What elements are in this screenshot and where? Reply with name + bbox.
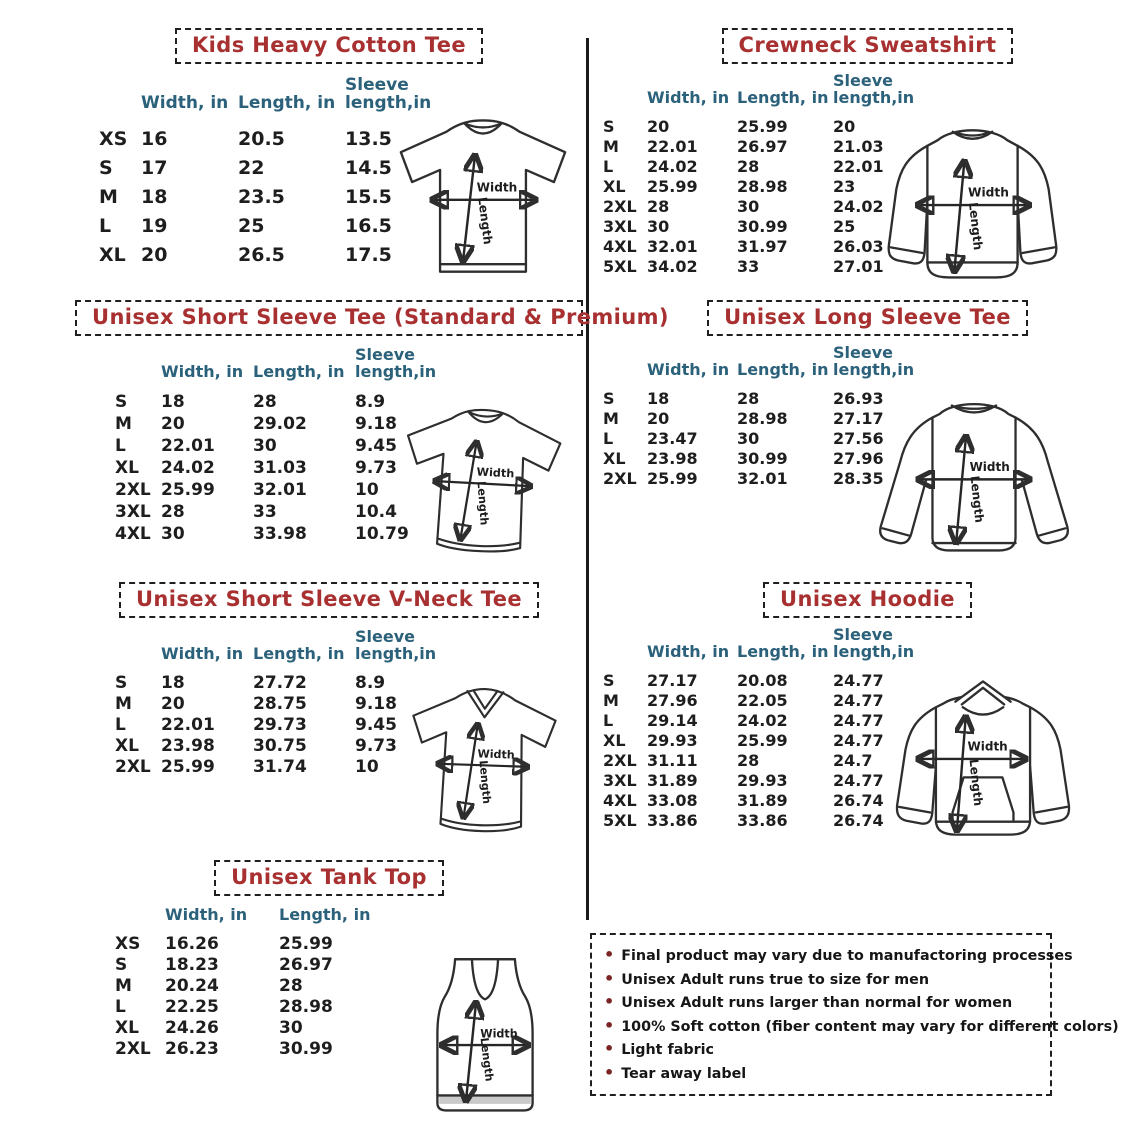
size-label: 3XL [603, 217, 637, 237]
size-value: 26.74 [833, 791, 884, 811]
size-row [115, 954, 387, 975]
size-value: 10 [355, 479, 379, 500]
size-value: 23 [833, 177, 856, 197]
column-header: Length, in [238, 93, 336, 114]
size-value: 20.24 [165, 975, 219, 996]
size-label: L [603, 157, 614, 177]
tank-top-illustration [419, 948, 551, 1130]
size-label: 2XL [115, 479, 151, 500]
section-crewneck-sweatshirt [595, 28, 1140, 296]
size-label: S [603, 117, 615, 137]
size-label: L [115, 435, 126, 456]
size-value: 32.01 [253, 479, 307, 500]
size-value: 9.73 [355, 457, 397, 478]
column-header: Width, in [165, 905, 248, 924]
size-column-header [115, 628, 161, 673]
size-label: XL [603, 449, 626, 469]
size-label: 2XL [603, 751, 637, 771]
size-value: 18.23 [165, 954, 219, 975]
size-value: 8.9 [355, 391, 386, 412]
size-value: 18 [161, 673, 185, 694]
length-label: Length [476, 759, 494, 805]
hoodie-illustration [858, 674, 1108, 854]
size-value: 30 [737, 429, 760, 449]
column-header: Width, in [647, 360, 730, 380]
size-label: 3XL [115, 501, 151, 522]
size-value: 22.01 [833, 157, 884, 177]
width-label: Width [480, 1027, 518, 1041]
size-column-header [603, 72, 647, 117]
size-value: 26.5 [238, 244, 285, 267]
size-value: 10.79 [355, 523, 409, 544]
width-label: Width [968, 185, 1009, 200]
width-label: Width [969, 460, 1010, 475]
column-header: Width, in [647, 642, 730, 662]
section-unisex-short-sleeve-tee [75, 300, 669, 578]
tank-hem-band [439, 1096, 530, 1103]
size-column-header [603, 344, 647, 389]
size-value: 23.47 [647, 429, 698, 449]
section-title-ss-tee: Unisex Short Sleeve Tee (Standard & Premium) [75, 300, 583, 336]
length-label: Length [967, 475, 987, 524]
size-value: 29.93 [647, 731, 698, 751]
size-label: XS [115, 933, 141, 954]
size-value: 18 [141, 186, 168, 209]
size-row [115, 673, 439, 694]
size-value: 33.08 [647, 791, 698, 811]
note-item: • 100% Soft cotton (fiber content may vary for different colors) [604, 1015, 1042, 1039]
length-label: Length [966, 201, 986, 251]
size-label: S [99, 157, 113, 180]
length-label: Length [477, 1036, 496, 1083]
size-value: 29.02 [253, 413, 307, 434]
length-label: Length [966, 758, 986, 807]
size-value: 33 [253, 501, 277, 522]
size-value: 23.98 [647, 449, 698, 469]
size-value: 24.77 [833, 711, 884, 731]
size-value: 16.5 [345, 215, 392, 238]
size-label: M [99, 186, 118, 209]
header-row [603, 344, 915, 389]
header-row [603, 626, 915, 671]
size-value: 25 [833, 217, 856, 237]
column-header: Sleeve length,in [833, 625, 915, 662]
size-row [115, 413, 439, 435]
section-title-hoodie: Unisex Hoodie [763, 582, 972, 618]
notes-box [590, 933, 1119, 1096]
size-row [115, 975, 387, 996]
size-value: 30 [161, 523, 185, 544]
column-header: Width, in [161, 362, 244, 382]
size-value: 25.99 [161, 479, 215, 500]
size-value: 27.96 [833, 449, 884, 469]
size-value: 30.75 [253, 736, 307, 757]
size-value: 28.98 [737, 177, 788, 197]
size-row [99, 241, 431, 270]
size-value: 9.73 [355, 736, 397, 757]
ss-tee-illustration [387, 391, 578, 570]
section-unisex-tank-top [75, 860, 583, 1136]
size-value: 31.89 [737, 791, 788, 811]
size-value: 20 [647, 409, 670, 429]
size-value: 24.02 [737, 711, 788, 731]
section-unisex-hoodie [595, 582, 1140, 858]
size-row [99, 154, 431, 183]
size-value: 25.99 [161, 757, 215, 778]
size-value: 24.26 [165, 1017, 219, 1038]
size-label: 2XL [115, 1038, 151, 1059]
note-item: • Unisex Adult runs true to size for men [604, 968, 1042, 992]
size-label: S [115, 391, 128, 412]
size-value: 26.97 [737, 137, 788, 157]
size-label: M [603, 409, 619, 429]
size-value: 9.18 [355, 694, 397, 715]
hoodie-right-sleeve [1030, 707, 1069, 823]
note-item: • Tear away label [604, 1062, 1042, 1086]
tank-top-size-table [115, 906, 387, 1059]
size-column-header [115, 346, 161, 391]
size-value: 28 [279, 975, 303, 996]
width-label: Width [477, 747, 515, 762]
size-label: XL [115, 1017, 139, 1038]
column-header: Length, in [737, 642, 829, 662]
size-value: 9.45 [355, 435, 397, 456]
size-value: 28 [161, 501, 185, 522]
size-value: 29.14 [647, 711, 698, 731]
size-row [115, 1038, 387, 1059]
note-item: • Final product may vary due to manufactoring processes [604, 944, 1042, 968]
size-row [99, 183, 431, 212]
size-value: 27.01 [833, 257, 884, 277]
size-value: 28 [647, 197, 670, 217]
size-value: 25.99 [647, 469, 698, 489]
size-label: S [115, 954, 128, 975]
size-value: 26.97 [279, 954, 333, 975]
size-value: 16.26 [165, 933, 219, 954]
size-label: XL [115, 457, 139, 478]
size-value: 30.99 [737, 217, 788, 237]
size-label: M [115, 694, 132, 715]
size-label: 4XL [115, 523, 151, 544]
notes-list [604, 944, 1119, 1085]
size-label: S [603, 389, 615, 409]
size-value: 20 [833, 117, 856, 137]
size-label: 2XL [603, 469, 637, 489]
size-value: 26.74 [833, 811, 884, 831]
size-value: 32.01 [647, 237, 698, 257]
size-label: 4XL [603, 237, 637, 257]
size-value: 10 [355, 757, 379, 778]
column-header: Length, in [253, 362, 345, 382]
header-row [115, 906, 387, 933]
size-value: 31.89 [647, 771, 698, 791]
size-row [115, 757, 439, 778]
size-value: 24.02 [647, 157, 698, 177]
kids-tee-size-table [99, 76, 431, 270]
size-value: 31.97 [737, 237, 788, 257]
header-row [115, 628, 439, 673]
size-row [99, 125, 431, 154]
size-value: 15.5 [345, 186, 392, 209]
size-label: 3XL [603, 771, 637, 791]
size-label: M [603, 137, 619, 157]
size-value: 31.11 [647, 751, 698, 771]
size-value: 33.86 [647, 811, 698, 831]
size-label: M [115, 975, 132, 996]
size-value: 27.72 [253, 673, 307, 694]
size-value: 20.08 [737, 671, 788, 691]
size-value: 22.01 [647, 137, 698, 157]
column-header: Length, in [737, 360, 829, 380]
size-value: 29.93 [737, 771, 788, 791]
crewneck-illustration [855, 112, 1090, 300]
size-value: 20.5 [238, 128, 285, 151]
size-value: 33 [737, 257, 760, 277]
column-header: Sleeve length,in [833, 71, 915, 108]
size-value: 25.99 [737, 731, 788, 751]
size-label: L [115, 715, 126, 736]
size-label: XL [603, 731, 626, 751]
vneck-tee-illustration [390, 669, 576, 853]
size-value: 10.4 [355, 501, 397, 522]
size-value: 26.03 [833, 237, 884, 257]
vneck-size-table [115, 628, 439, 778]
note-item: • Unisex Adult runs larger than normal for women [604, 991, 1042, 1015]
size-row [115, 933, 387, 954]
size-value: 22.01 [161, 715, 215, 736]
size-value: 30 [737, 197, 760, 217]
section-title-tank-top: Unisex Tank Top [214, 860, 444, 896]
size-label: L [603, 711, 614, 731]
size-value: 23.5 [238, 186, 285, 209]
column-header: Sleeve length,in [355, 627, 437, 664]
size-label: XS [99, 128, 128, 151]
size-value: 22 [238, 157, 265, 180]
size-value: 19 [141, 215, 168, 238]
kids-tee-illustration [385, 106, 581, 288]
size-value: 33.98 [253, 523, 307, 544]
size-value: 21.03 [833, 137, 884, 157]
size-value: 28 [737, 157, 760, 177]
size-label: XL [99, 244, 126, 267]
header-row [99, 76, 431, 125]
column-header: Width, in [161, 644, 244, 664]
size-label: 5XL [603, 257, 637, 277]
size-value: 24.02 [161, 457, 215, 478]
size-label: XL [603, 177, 626, 197]
size-label: M [115, 413, 132, 434]
column-header: Length, in [737, 88, 829, 108]
size-value: 26.23 [165, 1038, 219, 1059]
size-row [115, 736, 439, 757]
size-value: 22.05 [737, 691, 788, 711]
size-value: 26.93 [833, 389, 884, 409]
size-column-header [115, 906, 165, 933]
size-value: 27.17 [647, 671, 698, 691]
column-header: Sleeve length,in [345, 75, 432, 114]
size-value: 28.75 [253, 694, 307, 715]
size-value: 27.56 [833, 429, 884, 449]
size-value: 17 [141, 157, 168, 180]
size-value: 20 [161, 413, 185, 434]
size-value: 22.25 [165, 996, 219, 1017]
hoodie-hood [955, 681, 1010, 701]
size-value: 24.77 [833, 671, 884, 691]
size-value: 28 [253, 391, 277, 412]
size-column-header [99, 76, 141, 125]
size-value: 24.7 [833, 751, 873, 771]
size-value: 8.9 [355, 673, 386, 694]
hoodie-body-outline [936, 695, 1030, 834]
size-value: 32.01 [737, 469, 788, 489]
size-value: 29.73 [253, 715, 307, 736]
size-value: 17.5 [345, 244, 392, 267]
size-value: 13.5 [345, 128, 392, 151]
size-row [115, 391, 439, 413]
column-header: Length, in [253, 644, 345, 664]
size-value: 16 [141, 128, 168, 151]
size-value: 30 [279, 1017, 303, 1038]
size-value: 28.35 [833, 469, 884, 489]
size-value: 28 [737, 751, 760, 771]
size-label: 2XL [603, 197, 637, 217]
size-value: 24.77 [833, 731, 884, 751]
section-vneck-tee [75, 582, 583, 858]
size-label: 2XL [115, 757, 151, 778]
note-item: • Light fabric [604, 1038, 1042, 1062]
size-label: L [603, 429, 614, 449]
size-value: 27.17 [833, 409, 884, 429]
length-label: Length [474, 480, 491, 526]
column-header: Width, in [141, 93, 229, 114]
size-label: S [603, 671, 615, 691]
section-title-kids-tee: Kids Heavy Cotton Tee [175, 28, 483, 64]
size-label: L [115, 996, 126, 1017]
size-value: 23.98 [161, 736, 215, 757]
size-label: 4XL [603, 791, 637, 811]
size-row [115, 435, 439, 457]
size-label: L [99, 215, 112, 238]
size-value: 18 [161, 391, 185, 412]
size-value: 25.99 [279, 933, 333, 954]
size-value: 22.01 [161, 435, 215, 456]
column-header: Width, in [647, 88, 730, 108]
width-label: Width [967, 739, 1008, 754]
header-row [115, 346, 439, 391]
long-sleeve-illustration [850, 388, 1098, 568]
size-value: 24.77 [833, 771, 884, 791]
size-label: M [603, 691, 619, 711]
section-unisex-long-sleeve-tee [595, 300, 1140, 578]
column-header: Sleeve length,in [355, 345, 437, 382]
column-header: Sleeve length,in [833, 343, 915, 380]
size-label: XL [115, 736, 139, 757]
size-value: 14.5 [345, 157, 392, 180]
size-value: 30.99 [737, 449, 788, 469]
size-value: 25.99 [737, 117, 788, 137]
section-title-crewneck: Crewneck Sweatshirt [722, 28, 1014, 64]
size-value: 18 [647, 389, 670, 409]
width-label: Width [476, 465, 515, 481]
size-value: 20 [161, 694, 185, 715]
size-value: 28.98 [279, 996, 333, 1017]
size-value: 30 [253, 435, 277, 456]
column-header: Length, in [279, 905, 371, 924]
size-row [99, 212, 431, 241]
size-value: 27.96 [647, 691, 698, 711]
size-value: 9.18 [355, 413, 397, 434]
size-column-header [603, 626, 647, 671]
size-value: 28.98 [737, 409, 788, 429]
size-value: 31.03 [253, 457, 307, 478]
size-label: S [115, 673, 128, 694]
size-value: 20 [141, 244, 168, 267]
size-row [115, 715, 439, 736]
size-value: 24.77 [833, 691, 884, 711]
size-value: 34.02 [647, 257, 698, 277]
section-title-vneck: Unisex Short Sleeve V-Neck Tee [119, 582, 539, 618]
size-row [115, 996, 387, 1017]
size-value: 20 [647, 117, 670, 137]
size-value: 25 [238, 215, 265, 238]
width-label: Width [476, 180, 518, 195]
tee-body-outline [401, 120, 565, 271]
section-kids-heavy-cotton-tee [75, 28, 583, 296]
size-value: 31.74 [253, 757, 307, 778]
size-value: 33.86 [737, 811, 788, 831]
size-row [115, 1017, 387, 1038]
size-row [115, 694, 439, 715]
section-title-long-sleeve: Unisex Long Sleeve Tee [707, 300, 1028, 336]
column-divider [586, 38, 589, 920]
size-label: 5XL [603, 811, 637, 831]
size-value: 30 [647, 217, 670, 237]
hoodie-left-sleeve [897, 707, 936, 823]
size-value: 30.99 [279, 1038, 333, 1059]
size-value: 25.99 [647, 177, 698, 197]
size-value: 28 [737, 389, 760, 409]
length-label: Length [475, 196, 495, 246]
size-value: 9.45 [355, 715, 397, 736]
header-row [603, 72, 915, 117]
size-value: 24.02 [833, 197, 884, 217]
